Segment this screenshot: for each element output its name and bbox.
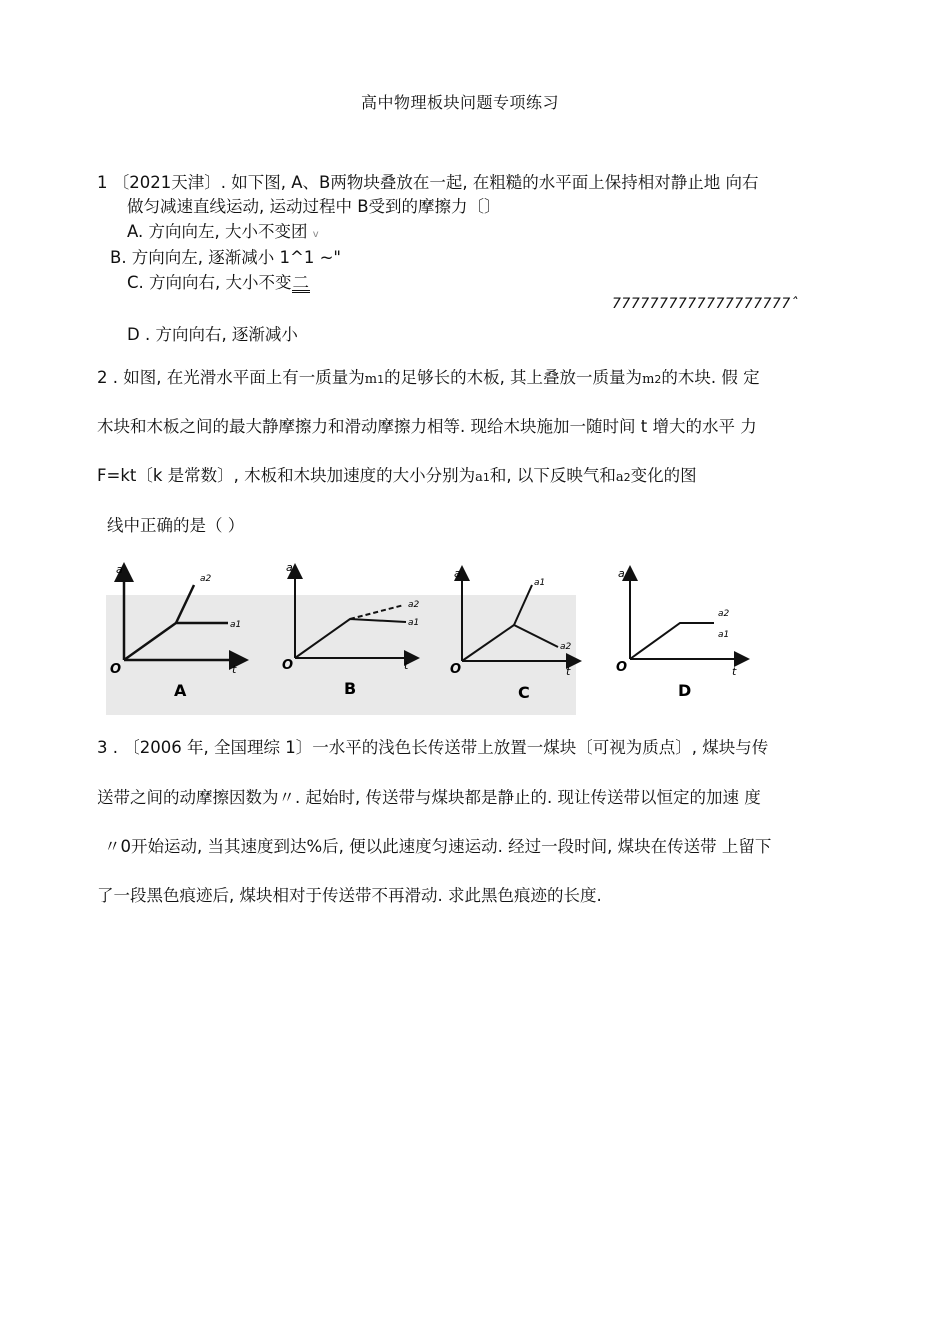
q3-line2: 送带之间的动摩擦因数为〃. 起始时, 传送带与煤块都是静止的. 现让传送带以恒定的加速 度 <box>97 788 761 807</box>
q1-option-b: B. 方向向左, 逐渐减小 1^1 ~" <box>110 248 342 267</box>
q1-option-a-mark: v <box>312 229 319 240</box>
graph-b-y-label: a <box>286 561 293 574</box>
q2-m2-sub: 2 <box>654 373 662 386</box>
graph-d <box>616 567 746 700</box>
graph-d-origin: O <box>616 660 628 675</box>
q2-m2: m <box>642 372 655 387</box>
graph-d-label: D <box>678 681 692 700</box>
q1-option-c-mark: 二 <box>292 273 310 292</box>
graph-c-x-label: t <box>566 665 571 678</box>
graph-b-curve-a2 <box>350 605 404 619</box>
graph-c-ramp <box>462 625 514 661</box>
q2-a2: a <box>615 470 624 485</box>
graph-d-curve <box>630 623 714 659</box>
q1-option-c <box>127 271 310 295</box>
graph-a-x-label: t <box>232 663 237 676</box>
q2-a2-sub: 2 <box>623 471 631 484</box>
graph-d-curve-label-1: a2 <box>718 609 730 619</box>
q2-line1-a: 2 . 如图, 在光滑水平面上有一质量为 <box>97 368 365 387</box>
q2-line3-c: 变化的图 <box>630 466 697 485</box>
q2-line1 <box>97 366 760 392</box>
q2-m1-sub: 1 <box>377 373 385 386</box>
graph-a <box>110 563 244 700</box>
q1-option-c-text: C. 方向向右, 大小不变 <box>127 273 292 292</box>
graph-c-label: C <box>518 683 530 702</box>
q1-line1: 1 〔2021天津〕. 如下图, A、B两物块叠放在一起, 在粗糙的水平面上保持相对静止地 向右 <box>97 173 759 192</box>
q2-line4: 线中正确的是（ ） <box>107 516 245 535</box>
q2-a1: a <box>475 470 483 485</box>
q3-line3: 〃0开始运动, 当其速度到达%后, 便以此速度匀速运动. 经过一段时间, 煤块在传送带 上留下 <box>104 837 772 856</box>
graph-a-curve-a2 <box>176 585 194 623</box>
q2-line2: 木块和木板之间的最大静摩擦力和滑动摩擦力相等. 现给木块施加一随时间 t 增大的水平 力 <box>97 417 757 436</box>
q2-line3-b: 和, 以下反映气和 <box>489 466 616 485</box>
q1-ground-hatch: 7777777777777777777ˆ <box>612 296 799 312</box>
graph-a-curve-label-2: a1 <box>230 620 242 630</box>
q1-option-a <box>127 220 319 247</box>
q2-m1: m <box>364 372 378 387</box>
page-title: 高中物理板块问题专项练习 <box>361 93 560 112</box>
graph-a-curve-a1 <box>124 623 228 660</box>
graph-c-curve-label-1: a1 <box>534 578 546 588</box>
graph-b-curve-label-1: a2 <box>408 600 420 610</box>
q2-line1-c: 的木块. 假 定 <box>661 368 760 387</box>
graph-c-curve-label-2: a2 <box>560 642 572 652</box>
q1-line2: 做匀减速直线运动, 运动过程中 B受到的摩擦力〔〕 <box>127 197 501 216</box>
q1-option-d: D . 方向向右, 逐渐减小 <box>127 325 298 344</box>
graph-b-origin: O <box>282 658 294 673</box>
graph-a-curve-label-1: a2 <box>200 574 212 584</box>
graph-a-label: A <box>174 681 187 700</box>
graph-d-x-label: t <box>732 665 737 678</box>
q3-line1: 3 . 〔2006 年, 全国理综 1〕一水平的浅色长传送带上放置一煤块〔可视为质点〕, 煤块与传 <box>97 738 769 757</box>
q2-line3 <box>97 464 697 490</box>
graph-d-y-label: a <box>618 567 625 580</box>
graphs-svg <box>106 555 756 715</box>
graph-a-y-label: a <box>116 563 123 576</box>
graph-c-origin: O <box>450 662 462 677</box>
graph-d-curve-label-2: a1 <box>718 630 730 640</box>
graph-c-curve-a2 <box>514 625 558 647</box>
q2-line1-b: 的足够长的木板, 其上叠放一质量为 <box>384 368 643 387</box>
graph-b-label: B <box>344 679 357 698</box>
graph-c-curve-a1 <box>514 585 532 625</box>
graph-b-x-label: t <box>404 659 409 672</box>
graph-b-curve-a1 <box>295 619 406 658</box>
graph-c-y-label: a <box>454 567 461 580</box>
q2-line3-a: F=kt〔k 是常数〕, 木板和木块加速度的大小分别为 <box>97 466 476 485</box>
graphs-figure <box>106 555 756 715</box>
q2-a1-sub: 1 <box>482 471 490 484</box>
graph-b <box>282 561 420 698</box>
q3-line4: 了一段黑色痕迹后, 煤块相对于传送带不再滑动. 求此黑色痕迹的长度. <box>97 886 602 905</box>
q1-option-a-text: A. 方向向左, 大小不变团 <box>127 222 308 241</box>
graph-a-origin: O <box>110 662 122 677</box>
graph-c <box>450 567 578 702</box>
graph-b-curve-label-2: a1 <box>408 618 420 628</box>
